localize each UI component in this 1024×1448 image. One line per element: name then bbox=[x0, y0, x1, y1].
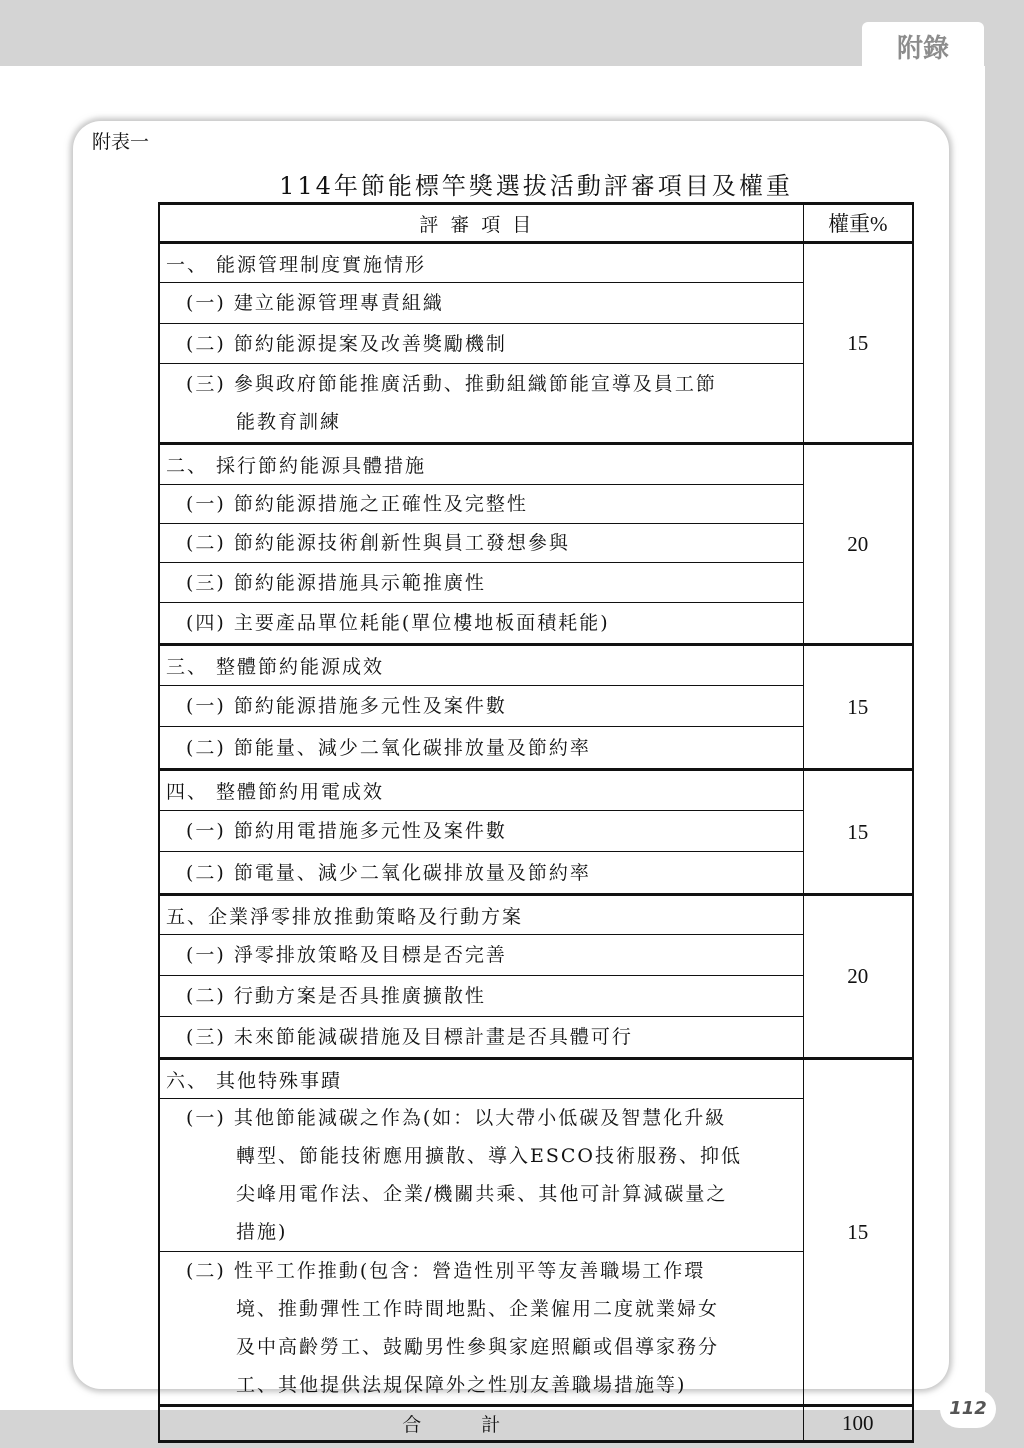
section-row bbox=[159, 645, 913, 686]
criterion-text: (一) 節約用電措施多元性及案件數 bbox=[186, 820, 507, 842]
section-weight: 15 bbox=[803, 243, 913, 444]
criterion-text-cont: 及中高齡勞工、鼓勵男性參與家庭照顧或倡導家務分 bbox=[236, 1336, 720, 1358]
criterion-text-cont: 工、其他提供法規保障外之性別友善職場措施等) bbox=[236, 1374, 687, 1396]
criterion-text: (二) 性平工作推動(包含：營造性別平等友善職場工作環 bbox=[186, 1260, 706, 1282]
column-header-item: 評審項目 bbox=[159, 204, 803, 243]
section-title: 二、 採行節約能源具體措施 bbox=[159, 444, 803, 485]
item-row bbox=[159, 563, 913, 603]
criterion-text: (三) 節約能源措施具示範推廣性 bbox=[186, 571, 486, 594]
criterion-text-cont: 能教育訓練 bbox=[236, 411, 342, 433]
total-weight: 100 bbox=[803, 1406, 913, 1442]
item-row bbox=[159, 686, 913, 727]
criterion-item bbox=[159, 324, 803, 364]
item-row bbox=[159, 727, 913, 770]
section-title: 四、 整體節約用電成效 bbox=[159, 770, 803, 811]
section-row bbox=[159, 1059, 913, 1099]
criterion-text: (二) 節約能源提案及改善獎勵機制 bbox=[186, 332, 507, 355]
criteria-table bbox=[158, 202, 914, 1443]
total-label: 合計 bbox=[159, 1406, 803, 1442]
criterion-item bbox=[159, 852, 803, 895]
criterion-text: (三) 未來節能減碳措施及目標計畫是否具體可行 bbox=[186, 1026, 633, 1048]
appendix-label: 附表一 bbox=[92, 131, 150, 153]
item-row bbox=[159, 485, 913, 524]
item-row bbox=[159, 1099, 913, 1252]
page-title: 114年節能標竿獎選拔活動評審項目及權重 bbox=[279, 172, 793, 200]
item-row bbox=[159, 524, 913, 563]
section-weight: 20 bbox=[803, 895, 913, 1059]
item-row bbox=[159, 811, 913, 852]
criterion-item bbox=[159, 283, 803, 324]
criterion-text: (三) 參與政府節能推廣活動、推動組織節能宣導及員工節 bbox=[186, 373, 717, 395]
page-number: 112 bbox=[940, 1390, 996, 1428]
criterion-item bbox=[159, 976, 803, 1017]
criterion-text: (一) 節約能源措施多元性及案件數 bbox=[186, 695, 507, 717]
section-tab-label: 附錄 bbox=[896, 34, 949, 64]
table-header-row bbox=[159, 204, 913, 243]
item-row bbox=[159, 935, 913, 976]
section-title: 五、企業淨零排放推動策略及行動方案 bbox=[159, 895, 803, 935]
item-row bbox=[159, 976, 913, 1017]
side-band bbox=[985, 0, 1024, 1448]
criterion-text-cont: 措施) bbox=[236, 1221, 288, 1243]
section-weight: 20 bbox=[803, 444, 913, 645]
section-row bbox=[159, 770, 913, 811]
section-title: 一、 能源管理制度實施情形 bbox=[159, 243, 803, 283]
section-row bbox=[159, 444, 913, 485]
item-row bbox=[159, 364, 913, 444]
criterion-item bbox=[159, 364, 803, 444]
criterion-text: (二) 節約能源技術創新性與員工發想參與 bbox=[186, 532, 570, 554]
criterion-text: (一) 建立能源管理專責組織 bbox=[186, 292, 444, 314]
section-title: 六、 其他特殊事蹟 bbox=[159, 1059, 803, 1099]
criterion-item bbox=[159, 935, 803, 976]
criterion-item bbox=[159, 1017, 803, 1059]
item-row bbox=[159, 852, 913, 895]
criterion-item bbox=[159, 686, 803, 727]
criterion-item bbox=[159, 524, 803, 563]
total-row bbox=[159, 1406, 913, 1442]
section-weight: 15 bbox=[803, 770, 913, 895]
criterion-item bbox=[159, 727, 803, 770]
section-row bbox=[159, 243, 913, 283]
item-row bbox=[159, 603, 913, 645]
criterion-text-cont: 轉型、節能技術應用擴散、導入ESCO技術服務、抑低 bbox=[236, 1145, 743, 1167]
criterion-text: (二) 行動方案是否具推廣擴散性 bbox=[186, 985, 486, 1007]
criterion-item bbox=[159, 811, 803, 852]
item-row bbox=[159, 283, 913, 324]
section-weight: 15 bbox=[803, 1059, 913, 1406]
criterion-text: (一) 淨零排放策略及目標是否完善 bbox=[186, 944, 507, 966]
criterion-text: (二) 節電量、減少二氧化碳排放量及節約率 bbox=[186, 861, 591, 884]
criterion-item bbox=[159, 1099, 803, 1252]
item-row bbox=[159, 1252, 913, 1406]
column-header-weight: 權重% bbox=[803, 204, 913, 243]
criterion-item bbox=[159, 1252, 803, 1406]
item-row bbox=[159, 1017, 913, 1059]
criterion-item bbox=[159, 563, 803, 603]
section-row bbox=[159, 895, 913, 935]
criterion-text-cont: 境、推動彈性工作時間地點、企業僱用二度就業婦女 bbox=[236, 1298, 720, 1320]
criterion-item bbox=[159, 603, 803, 645]
criterion-text: (四) 主要產品單位耗能(單位樓地板面積耗能) bbox=[186, 612, 610, 634]
item-row bbox=[159, 324, 913, 364]
criterion-text: (一) 節約能源措施之正確性及完整性 bbox=[186, 493, 528, 515]
criterion-text: (二) 節能量、減少二氧化碳排放量及節約率 bbox=[186, 736, 591, 759]
criterion-text-cont: 尖峰用電作法、企業/機關共乘、其他可計算減碳量之 bbox=[236, 1183, 728, 1205]
section-weight: 15 bbox=[803, 645, 913, 770]
criterion-item bbox=[159, 485, 803, 524]
section-title: 三、 整體節約能源成效 bbox=[159, 645, 803, 686]
criterion-text: (一) 其他節能減碳之作為(如：以大帶小低碳及智慧化升級 bbox=[186, 1107, 727, 1129]
